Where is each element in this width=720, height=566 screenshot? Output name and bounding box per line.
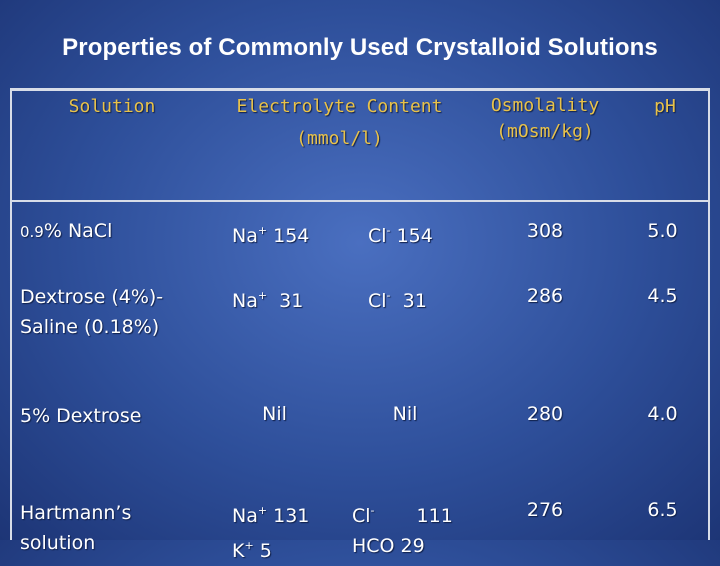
row3-osmolality: 280 bbox=[526, 403, 564, 425]
table-top-border bbox=[10, 88, 710, 91]
row4-cl: Cl- 111 HCO 29 bbox=[352, 504, 453, 557]
row1-na: Na+ 154 bbox=[232, 224, 310, 247]
row2-solution: Dextrose (4%)- Saline (0.18%) bbox=[20, 286, 164, 338]
header-ph: pH bbox=[654, 96, 676, 117]
row3-ph: 4.0 bbox=[647, 403, 678, 425]
row1-solution-prefix: 0.9 bbox=[20, 223, 44, 241]
header-solution: Solution bbox=[68, 96, 156, 117]
header-bottom-border bbox=[10, 200, 710, 202]
row1-ph: 5.0 bbox=[647, 220, 678, 242]
row2-na: Na+ 31 bbox=[232, 289, 304, 312]
row1-cl: Cl- 154 bbox=[368, 224, 433, 247]
header-electrolyte-line2: (mmol/l) bbox=[296, 128, 383, 149]
row4-osmolality: 276 bbox=[526, 499, 564, 521]
header-osmolality-line1: Osmolality bbox=[490, 95, 600, 116]
row4-solution: Hartmann’s solution bbox=[20, 502, 132, 554]
row2-ph: 4.5 bbox=[647, 285, 678, 307]
row3-na: Nil bbox=[262, 403, 287, 425]
row1-osmolality: 308 bbox=[526, 220, 564, 242]
table-left-border bbox=[10, 88, 12, 540]
row2-cl: Cl- 31 bbox=[368, 289, 427, 312]
row3-cl: Nil bbox=[392, 403, 418, 425]
header-osmolality-line2: (mOsm/kg) bbox=[496, 121, 594, 142]
header-osmolality bbox=[470, 93, 620, 145]
header-electrolyte-content bbox=[212, 93, 467, 153]
row3-solution: 5% Dextrose bbox=[20, 405, 142, 427]
row4-ph: 6.5 bbox=[647, 499, 678, 521]
row2-osmolality: 286 bbox=[526, 285, 564, 307]
header-electrolyte-line1: Electrolyte Content bbox=[236, 96, 443, 117]
row1-solution bbox=[20, 217, 112, 246]
row4-na: Na+ 131 K+ 5 bbox=[232, 504, 310, 562]
row1-solution-text: % NaCl bbox=[43, 220, 113, 242]
table-right-border bbox=[708, 88, 710, 540]
slide-title: Properties of Commonly Used Crystalloid Solutions bbox=[62, 34, 658, 61]
